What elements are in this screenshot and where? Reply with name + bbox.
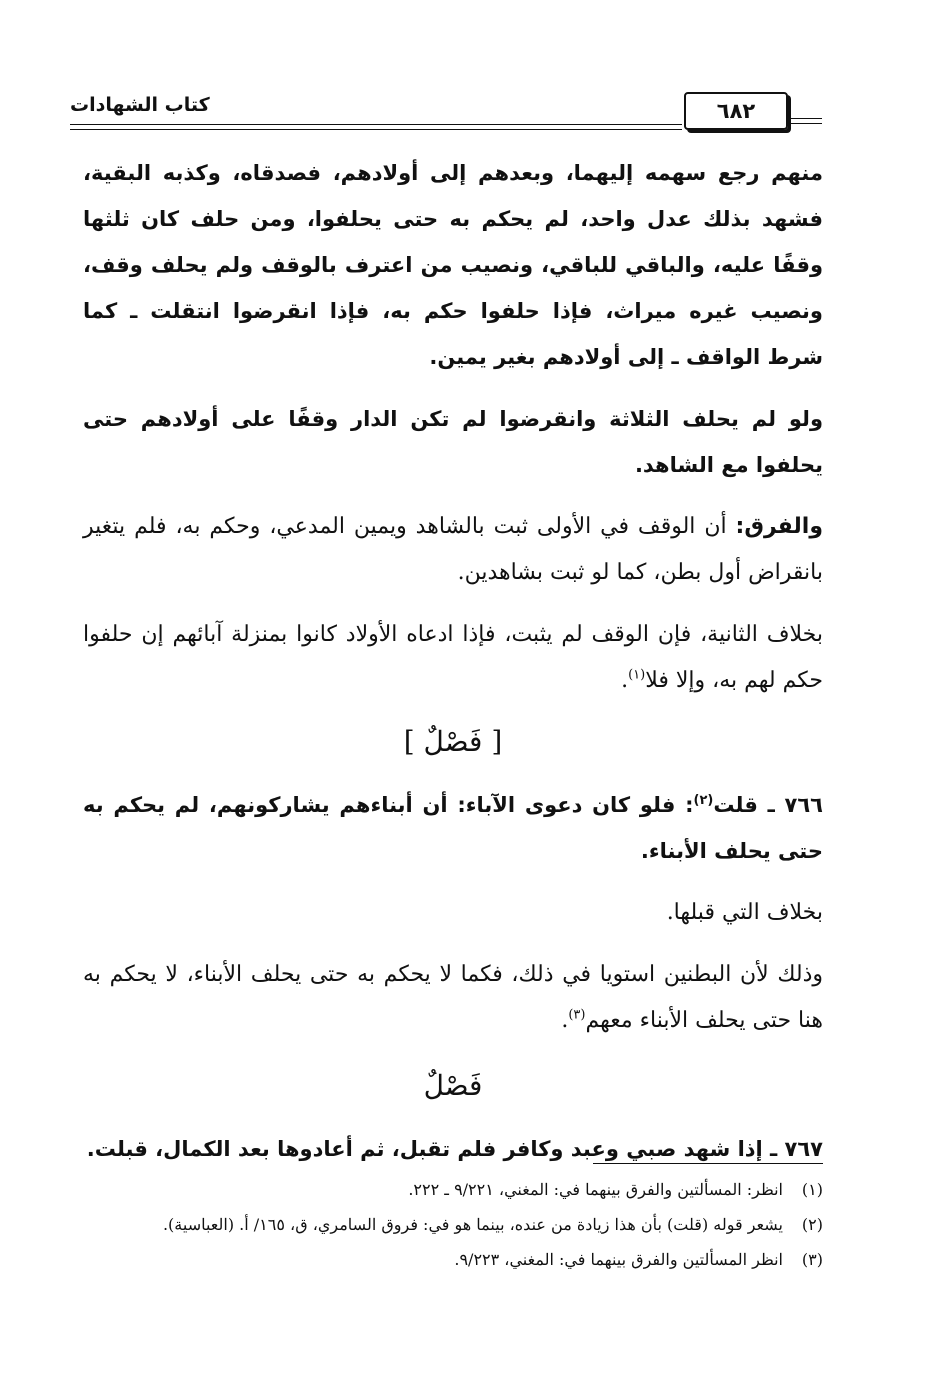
footnote-number: (٣) [801,1250,823,1269]
paragraph [83,396,823,488]
footnotes [83,1174,823,1279]
header-rule [70,129,682,130]
issue-text: : فلو كان دعوى الآباء: أن أبناءهم يشاركونهم، لم يحكم به حتى يحلف الأبناء. [83,793,823,863]
footnote [83,1174,823,1205]
paragraph-text: منهم رجع سهمه إليهما، وبعدهم إلى أولادهم، فصدقاه، وكذبه البقية، فشهد بذلك عدل واحد، لم يحكم به حتى يحلفوا، ومن حلف كان ثلثها وقفًا عليه، والباقي للباقي، ونصيب من اعترف بالوقف ولم يحلف وقف، ونصيب غيره ميراث، فإذا حلفوا حكم به، فإذا انقرضوا انتقلت ـ كما شرط الواقف ـ إلى أولادهم بغير يمين. [83,161,823,369]
paragraph [83,504,823,596]
running-title: كتاب الشهادات [70,94,210,116]
paragraph-text: بخلاف الثانية، فإن الوقف لم يثبت، فإذا ادعاه الأولاد كانوا بمنزلة آبائهم إن حلفوا حكم لهم به، وإلا فلا [83,622,823,693]
main-text [83,150,823,1188]
issue-number: ٧٦٦ ـ قلت [713,793,823,817]
issue-text: ٧٦٧ ـ إذا شهد صبي وعبد وكافر فلم تقبل، ثم أعادوها بعد الكمال، قبلت. [86,1137,823,1161]
footnote-text: انظر: المسألتين والفرق بينهما في: المغني، ٩/٢٢١ ـ ٢٢٢. [408,1180,783,1199]
section-heading: فَصْلٌ [423,1069,483,1102]
section-heading: [ فَصْلٌ ] [403,725,503,758]
footnote [83,1244,823,1275]
footnote-number: (٢) [801,1215,823,1234]
paragraph [83,952,823,1044]
header-rule [788,118,822,119]
paragraph-lead: والفرق: [735,514,823,539]
paragraph-text: وذلك لأن البطنين استويا في ذلك، فكما لا يحكم به حتى يحلف الأبناء، لا يحكم به هنا حتى يحلف الأبناء معهم [83,962,823,1033]
paragraph-end: . [561,1008,569,1033]
issue-paragraph [83,1126,823,1172]
footnote-separator [593,1163,823,1164]
paragraph-text: بخلاف التي قبلها. [666,900,823,925]
header-rule [788,123,822,124]
page-header [70,88,822,134]
footnote-text: انظر المسألتين والفرق بينهما في: المغني، ٩/٢٢٣. [454,1250,783,1269]
page-number: ٦٨٢ [684,92,788,130]
issue-paragraph [83,782,823,874]
header-rule [70,124,682,125]
footnote-ref[interactable]: (٢) [693,793,714,808]
paragraph [83,150,823,380]
footnote-ref[interactable]: (١) [628,667,646,683]
footnote [83,1209,823,1240]
footnote-ref[interactable]: (٣) [568,1007,586,1023]
paragraph-text: أن الوقف في الأولى ثبت بالشاهد ويمين المدعي، وحكم به، فلم يتغير بانقراض أول بطن، كما لو ثبت بشاهدين. [83,514,823,585]
paragraph [83,612,823,704]
footnote-number: (١) [801,1180,823,1199]
footnote-text: يشعر قوله (قلت) بأن هذا زيادة من عنده، بينما هو في: فروق السامري، ق، ١٦٥/ أ. (العباسية). [162,1215,783,1234]
paragraph-end: . [621,668,629,693]
paragraph-text: ولو لم يحلف الثلاثة وانقرضوا لم تكن الدار وقفًا على أولادهم حتى يحلفوا مع الشاهد. [83,407,823,477]
paragraph [83,890,823,936]
